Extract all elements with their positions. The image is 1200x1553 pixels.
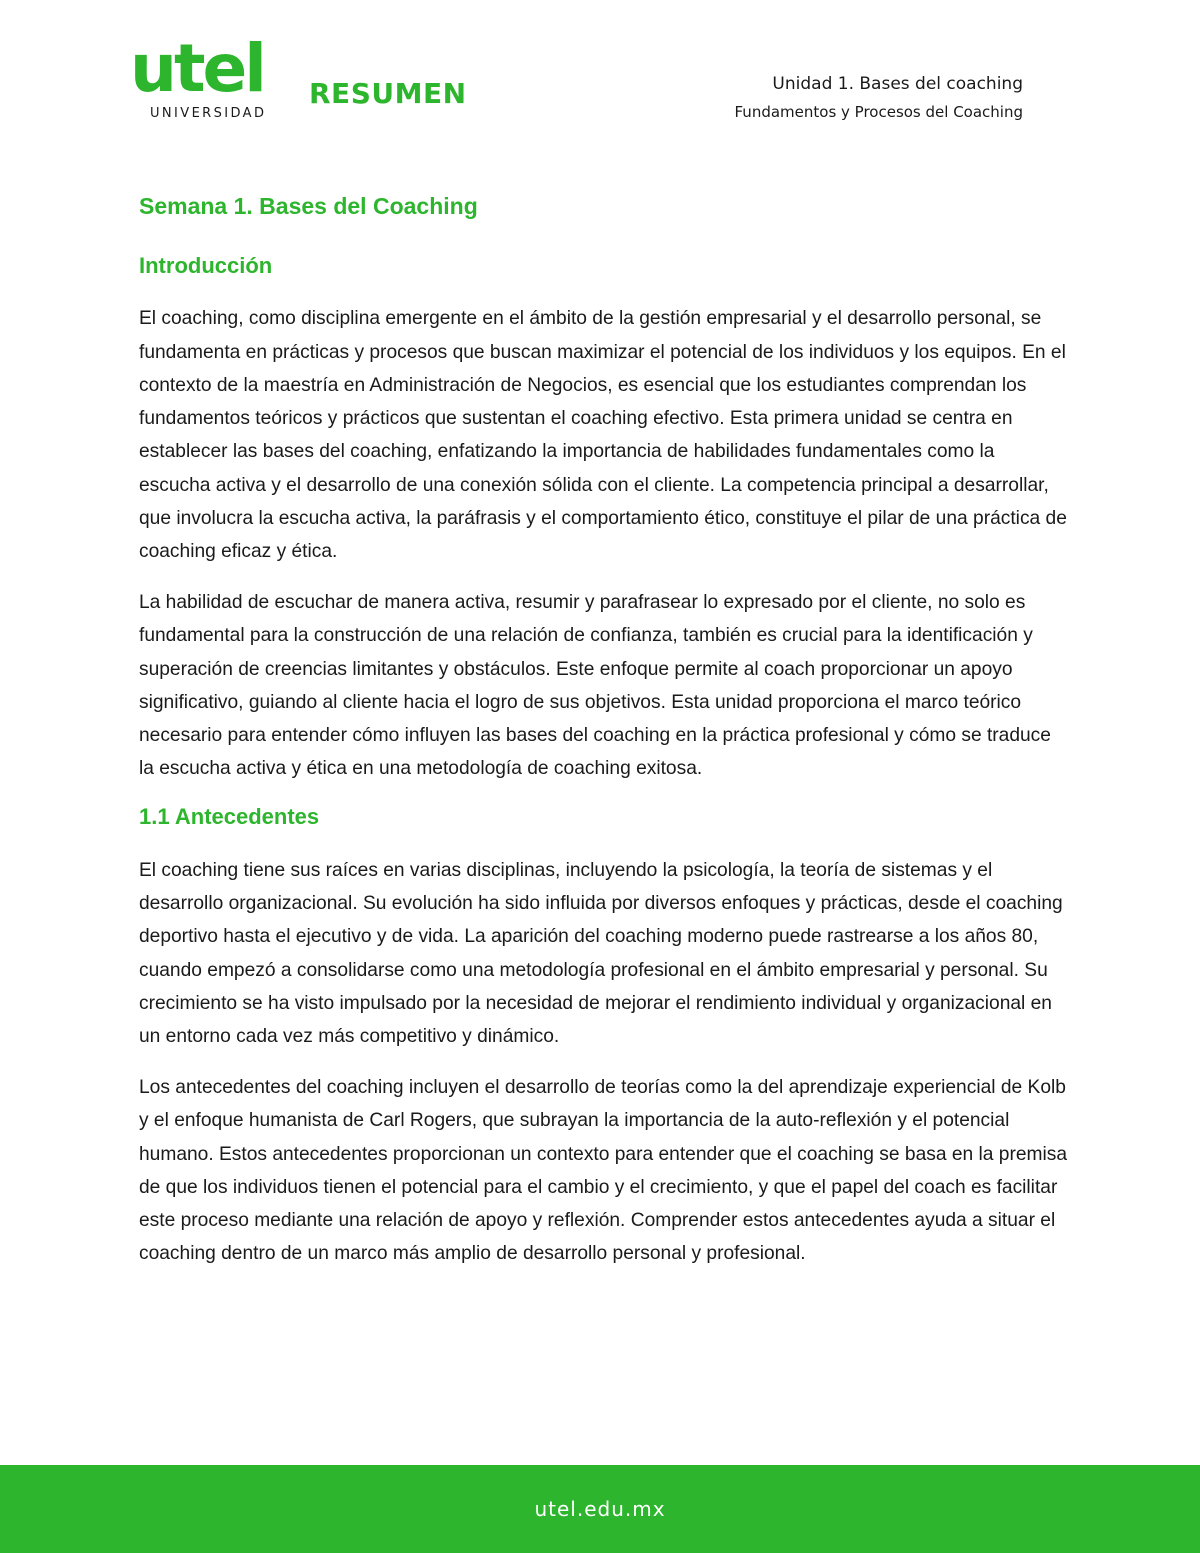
course-title: Fundamentos y Procesos del Coaching — [734, 103, 1023, 121]
week-title: Semana 1. Bases del Coaching — [139, 193, 478, 219]
paragraph: El coaching, como disciplina emergente en el ámbito de la gestión empresarial y el desarrollo personal, se fundamenta en prácticas y procesos que buscan maximizar el potencial de los individuos y los equipos. En el contexto de la maestría en Administración de Negocios, es esencial que los estudiantes comprendan los fundamentos teóricos y prácticos que sustentan el coaching efectivo. Esta primera unidad se centra en establecer las bases del coaching, enfatizando la importancia de habilidades fundamentales como la escucha activa y el desarrollo de una conexión sólida con el cliente. La competencia principal a desarrollar, que involucra la escucha activa, la paráfrasis y el comportamiento ético, constituye el pilar de una práctica de coaching eficaz y ética. — [139, 308, 1067, 562]
paragraph: Los antecedentes del coaching incluyen el desarrollo de teorías como la del aprendizaje experiencial de Kolb y el enfoque humanista de Carl Rogers, que subrayan la importancia de la auto-reflexión y el potencial humano. Estos antecedentes proporcionan un contexto para entender que el coaching se basa en la premisa de que los individuos tienen el potencial para el cambio y el crecimiento, y que el papel del coach es facilitar este proceso mediante una relación de apoyo y reflexión. Comprender estos antecedentes ayuda a situar el coaching dentro de un marco más amplio de desarrollo personal y profesional. — [139, 1077, 1068, 1265]
unit-title: Unidad 1. Bases del coaching — [772, 74, 1023, 94]
page-header — [0, 0, 1200, 150]
paragraph: La habilidad de escuchar de manera activa, resumir y parafrasear lo expresado por el cliente, no solo es fundamental para la construcción de una relación de confianza, también es crucial para la identificación y superación de creencias limitantes y obstáculos. Este enfoque permite al coach proporcionar un apoyo significativo, guiando al cliente hacia el logro de sus objetivos. Esta unidad proporciona el marco teórico necesario para entender cómo influyen las bases del coaching en la práctica profesional y cómo se traduce la escucha activa y ética en una metodología de coaching exitosa. — [139, 592, 1051, 780]
footer-url: utel.edu.mx — [534, 1497, 666, 1521]
section-heading-introduccion: Introducción — [139, 252, 273, 278]
utel-logo — [130, 30, 300, 124]
section-heading-antecedentes: 1.1 Antecedentes — [139, 804, 320, 830]
page-footer — [0, 1465, 1200, 1553]
document-body — [139, 192, 1069, 1288]
logo-wordmark: utel — [130, 30, 264, 107]
paragraph: El coaching tiene sus raíces en varias disciplinas, incluyendo la psicología, la teoría de sistemas y el desarrollo organizacional. Su evolución ha sido influida por diversos enfoques y prácticas, desde el coaching deportivo hasta el ejecutivo y de vida. La aparición del coaching moderno puede rastrearse a los años 80, cuando empezó a consolidarse como una metodología profesional en el ámbito empresarial y personal. Su crecimiento se ha visto impulsado por la necesidad de mejorar el rendimiento individual y organizacional en un entorno cada vez más competitivo y dinámico. — [139, 859, 1063, 1047]
logo-subtext: UNIVERSIDAD — [150, 106, 267, 121]
document-type-label: RESUMEN — [309, 77, 467, 110]
